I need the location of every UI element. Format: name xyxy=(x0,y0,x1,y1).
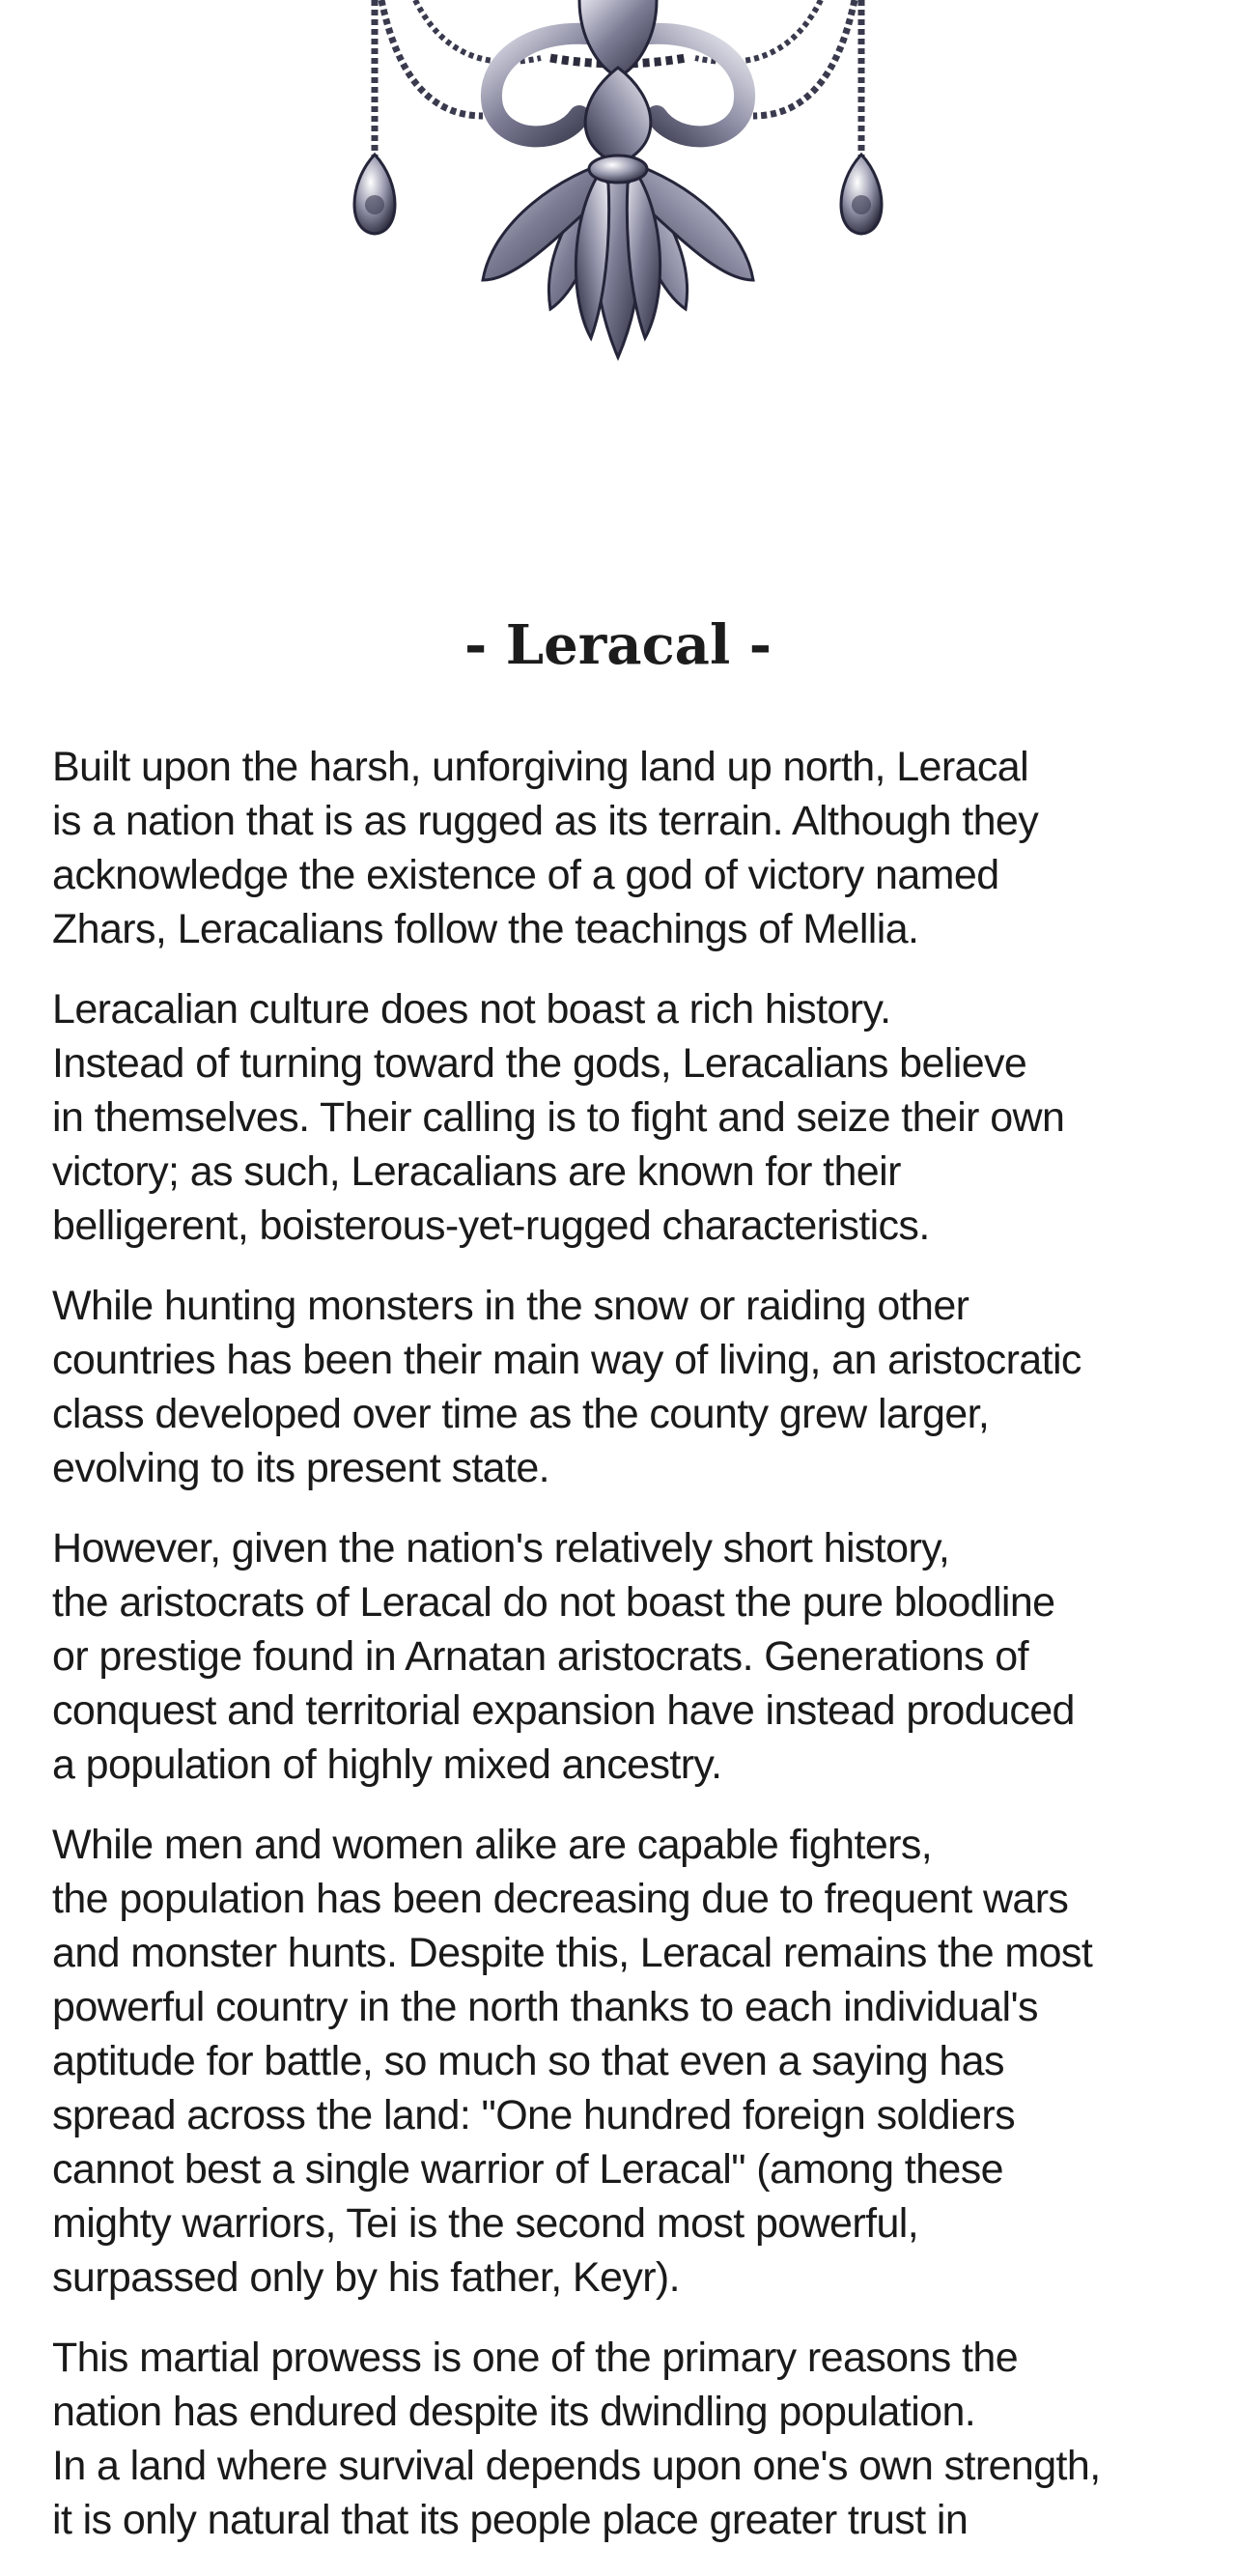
text-line: While men and women alike are capable fighters, xyxy=(52,1822,933,1868)
text-line: and monster hunts. Despite this, Leracal remains the most xyxy=(52,1930,1093,1976)
text-line: While hunting monsters in the snow or raiding other xyxy=(52,1283,969,1329)
text-line: surpassed only by his father, Keyr). xyxy=(52,2254,681,2301)
text-line: acknowledge the existence of a god of victory named xyxy=(52,852,999,898)
text-line: class developed over time as the county grew larger, xyxy=(52,1391,990,1437)
text-line: nation has endured despite its dwindling population. xyxy=(52,2389,976,2435)
article-body xyxy=(52,740,1211,2573)
text-line: in themselves. Their calling is to fight and seize their own xyxy=(52,1094,1065,1141)
text-line: it is only natural that its people place greater trust in xyxy=(52,2497,969,2543)
text-line: the aristocrats of Leracal do not boast the pure bloodline xyxy=(52,1579,1055,1626)
text-line: the population has been decreasing due to frequent wars xyxy=(52,1876,1069,1922)
text-line: a population of highly mixed ancestry. xyxy=(52,1741,722,1788)
text-line: aptitude for battle, so much so that even a saying has xyxy=(52,2038,1004,2084)
text-line: spread across the land: "One hundred foreign soldiers xyxy=(52,2092,1015,2138)
paragraph xyxy=(52,1279,1211,1495)
text-line: powerful country in the north thanks to each individual's xyxy=(52,1984,1038,2030)
text-line: Instead of turning toward the gods, Leracalians believe xyxy=(52,1040,1027,1087)
text-line: Built upon the harsh, unforgiving land up north, Leracal xyxy=(52,744,1029,790)
chandelier-ornament-icon xyxy=(0,0,1236,386)
text-line: conquest and territorial expansion have instead produced xyxy=(52,1687,1075,1734)
page-title: - Leracal - xyxy=(464,613,772,677)
text-line: is a nation that is as rugged as its terrain. Although they xyxy=(52,798,1039,844)
text-line: evolving to its present state. xyxy=(52,1445,550,1491)
text-line: Zhars, Leracalians follow the teachings of Mellia. xyxy=(52,906,919,952)
text-line: victory; as such, Leracalians are known for their xyxy=(52,1148,901,1195)
text-line: mighty warriors, Tei is the second most powerful, xyxy=(52,2200,919,2247)
paragraph xyxy=(52,2331,1211,2547)
text-line: In a land where survival depends upon one's own strength, xyxy=(52,2443,1101,2489)
text-line: belligerent, boisterous-yet-rugged characteristics. xyxy=(52,1203,930,1249)
paragraph xyxy=(52,1818,1211,2305)
text-line: or prestige found in Arnatan aristocrats. Generations of xyxy=(52,1633,1028,1680)
text-line: However, given the nation's relatively short history, xyxy=(52,1525,950,1571)
text-line: countries has been their main way of living, an aristocratic xyxy=(52,1337,1082,1383)
paragraph xyxy=(52,1521,1211,1792)
paragraph xyxy=(52,982,1211,1253)
text-line: This martial prowess is one of the primary reasons the xyxy=(52,2335,1019,2381)
paragraph xyxy=(52,740,1211,956)
text-line: Leracalian culture does not boast a rich history. xyxy=(52,986,891,1033)
text-line: cannot best a single warrior of Leracal" (among these xyxy=(52,2146,1003,2193)
